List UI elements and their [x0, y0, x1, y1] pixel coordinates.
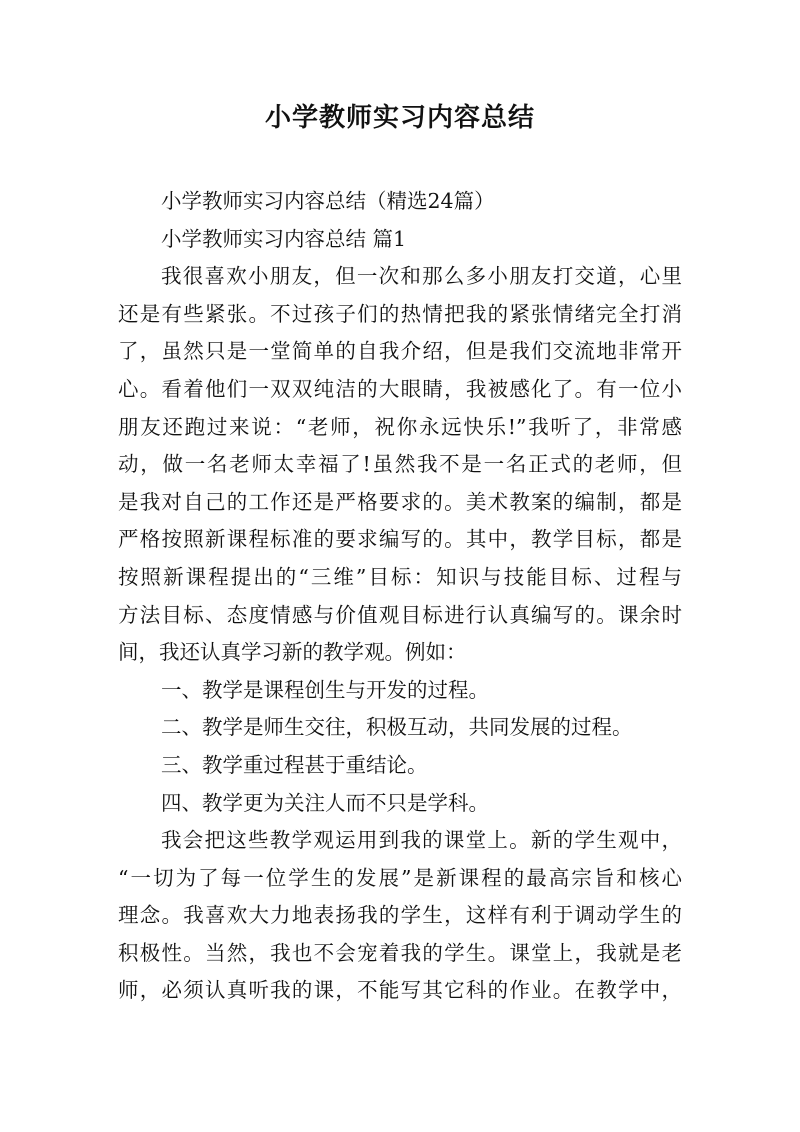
text-line: 按照新课程提出的“三维”目标：知识与技能目标、过程与	[118, 564, 682, 589]
text-line: 是我对自己的工作还是严格要求的。美术教案的编制，都是	[118, 489, 682, 514]
text-line: 一、教学是课程创生与开发的过程。	[161, 677, 489, 702]
text-line: 方法目标、态度情感与价值观目标进行认真编写的。课余时	[118, 602, 682, 627]
text-line: 小学教师实习内容总结（精选24篇）	[161, 189, 495, 213]
text-line: “一切为了每一位学生的发展”是新课程的最高宗旨和核心	[118, 865, 682, 890]
text-line: 心。看着他们一双双纯洁的大眼睛，我被感化了。有一位小	[118, 376, 682, 401]
text-line: 间，我还认真学习新的教学观。例如：	[118, 640, 467, 665]
text-line: 朋友还跑过来说：“老师，祝你永远快乐!”我听了，非常感	[118, 414, 682, 439]
text-line: 四、教学更为关注人而不只是学科。	[161, 790, 489, 815]
text-line: 我很喜欢小朋友，但一次和那么多小朋友打交道，心里	[161, 264, 682, 289]
text-line: 严格按照新课程标准的要求编写的。其中，教学目标，都是	[118, 527, 682, 552]
text-line: 小学教师实习内容总结 篇1	[161, 226, 407, 251]
text-line: 我会把这些教学观运用到我的课堂上。新的学生观中，	[161, 828, 682, 853]
text-line: 师，必须认真听我的课，不能写其它科的作业。在教学中，	[118, 978, 682, 1003]
text-line: 了，虽然只是一堂简单的自我介绍，但是我们交流地非常开	[118, 339, 682, 364]
document-body	[118, 183, 682, 1010]
text-line: 还是有些紧张。不过孩子们的热情把我的紧张情绪完全打消	[118, 301, 682, 326]
text-line: 理念。我喜欢大力地表扬我的学生，这样有利于调动学生的	[118, 903, 682, 928]
text-line: 三、教学重过程甚于重结论。	[161, 752, 428, 777]
document-title: 小学教师实习内容总结	[264, 103, 535, 133]
text-line: 二、教学是师生交往，积极互动，共同发展的过程。	[161, 715, 633, 740]
text-line: 积极性。当然，我也不会宠着我的学生。课堂上，我就是老	[118, 940, 682, 965]
text-line: 动，做一名老师太幸福了!虽然我不是一名正式的老师，但	[118, 452, 682, 477]
